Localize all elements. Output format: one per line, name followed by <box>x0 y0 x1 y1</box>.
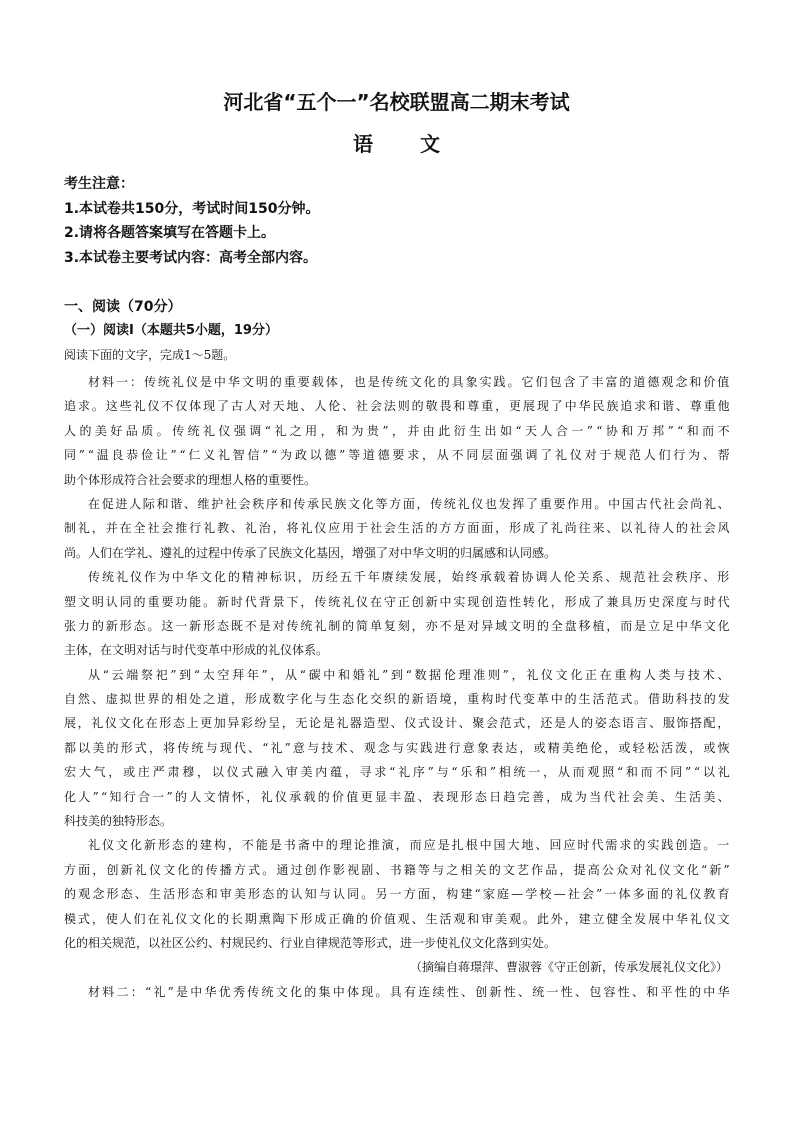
passage-line: 传 统 礼 仪 作 为 中 华 文 化 的 精 神 标 识 ， 历 经 五 千 年 赓 续 发 展 ， 始 终 承 载 着 协 调 人 伦 关 系 、 规 范 社 会 秩 序 、 形 <box>88 570 730 585</box>
passage-line: 尚。人们在学礼、遵礼的过程中传承了民族文化基因，增强了对中华文明的归属感和认同感。 <box>64 545 557 560</box>
passage-line: 科技美的独特形态。 <box>64 814 173 829</box>
notice-item: 1.本试卷共150分，考试时间150分钟。 <box>64 200 320 217</box>
passage-line: 都 以 美 的 形 式 ， 将 传 统 与 现 代 、 “ 礼 ” 意 与 技 术 、 观 念 与 实 践 进 行 意 象 表 达 ， 或 精 美 绝 伦 ， 或 轻 松 活 泼 ， 或 恢 <box>64 740 730 755</box>
subsection-heading: （一）阅读Ⅰ（本题共5小题，19分） <box>64 323 278 338</box>
passage-line: 材 料 一 ： 传 统 礼 仪 是 中 华 文 明 的 重 要 载 体 ， 也 是 传 统 文 化 的 具 象 实 践 。 它 们 包 含 了 丰 富 的 道 德 观 念 和 价 值 <box>88 375 730 389</box>
passage-line: 的 观 念 形 态 、 生 活 形 态 和 审 美 形 态 的 认 知 与 认 同 。 另 一 方 面 ， 构 建 “ 家 庭 — 学 校 — 社 会 ” 一 体 多 面 的 礼 仪 教 育 <box>64 887 730 902</box>
notice-heading: 考生注意： <box>64 176 134 192</box>
passage-line: 化 人 ” “ 知 行 合 一 ” 的 人 文 情 怀 ， 礼 仪 承 载 的 价 值 更 显 丰 盈 、 表 现 形 态 日 趋 完 善 ， 成 为 当 代 社 会 美 、 生 活 美 、 <box>64 789 730 804</box>
reading-instruction: 阅读下面的文字，完成1～5题。 <box>64 348 236 362</box>
passage-line: 材 料 二 ： “ 礼 ” 是 中 华 优 秀 传 统 文 化 的 集 中 体 现 。 具 有 连 续 性 、 创 新 性 、 统 一 性 、 包 容 性 、 和 平 性 的 中 华 <box>88 984 730 999</box>
passage-line: 模 式 ， 使 人 们 在 礼 仪 文 化 的 长 期 熏 陶 下 形 成 正 确 的 价 值 观 、 生 活 观 和 审 美 观 。 此 外 ， 建 立 健 全 发 展 中 华 礼 仪 文 <box>64 911 730 926</box>
passage-line: 方 面 ， 创 新 礼 仪 文 化 的 传 播 方 式 。 通 过 创 作 影 视 剧 、 书 籍 等 与 之 相 关 的 文 艺 作 品 ， 提 高 公 众 对 礼 仪 文 化 “ 新 ” <box>64 862 730 877</box>
section-heading: 一、阅读（70分） <box>64 299 182 315</box>
exam-notice <box>64 172 744 270</box>
notice-item: 2.请将各题答案填写在答题卡上。 <box>64 225 276 241</box>
exam-title: 河北省“五个一”名校联盟高二期末考试 <box>223 90 570 114</box>
reading-passage <box>64 370 730 1004</box>
passage-line: 从 “ 云 端 祭 祀 ” 到 “ 太 空 拜 年 ” ， 从 “ 碳 中 和 婚 礼 ” 到 “ 数 据 伦 理 准 则 ” ， 礼 仪 文 化 正 在 重 构 人 类 与 技 术 、 <box>88 667 730 682</box>
passage-line: 礼 仪 文 化 新 形 态 的 建 构 ， 不 能 是 书 斋 中 的 理 论 推 演 ， 而 应 是 扎 根 中 国 大 地 、 回 应 时 代 需 求 的 实 践 创 造 。 一 <box>88 838 730 853</box>
passage-line: 化的相关规范，以社区公约、村规民约、行业自律规范等形式，进一步使礼仪文化落到实处。 <box>64 935 557 950</box>
passage-line: 宏 大 气 ， 或 庄 严 肃 穆 ， 以 仪 式 融 入 审 美 内 蕴 ， 寻 求 “ 礼 序 ” 与 “ 乐 和 ” 相 统 一 ， 从 而 观 照 “ 和 而 不 同 ” “ 以 礼 <box>64 765 730 780</box>
passage-line: 制 礼 ， 并 在 全 社 会 推 行 礼 教 、 礼 治 ， 将 礼 仪 应 用 于 社 会 生 活 的 方 方 面 面 ， 形 成 了 礼 尚 往 来 、 以 礼 待 人 的 社 会 风 <box>64 521 730 536</box>
subject-title: 语 文 <box>353 132 460 156</box>
passage-line: 助个体形成符合社会要求的理想人格的重要性。 <box>64 472 317 487</box>
notice-item: 3.本试卷主要考试内容：高考全部内容。 <box>64 249 318 266</box>
passage-line: 张 力 的 新 形 态 。 这 一 新 形 态 既 不 是 对 传 统 礼 制 的 简 单 复 刻 ， 亦 不 是 对 异 域 文 明 的 全 盘 移 植 ， 而 是 立 足 中 华 文 化 <box>64 618 730 633</box>
passage-line: 主体，在文明对话与时代变革中形成的礼仪体系。 <box>64 643 329 658</box>
passage-citation: （摘编自蒋璟萍、曹淑蓉《守正创新，传承发展礼仪文化》） <box>409 960 728 975</box>
passage-line: 在 促 进 人 际 和 谐 、 维 护 社 会 秩 序 和 传 承 民 族 文 化 等 方 面 ， 传 统 礼 仪 也 发 挥 了 重 要 作 用 。 中 国 古 代 社 会 尚 礼 、 <box>88 496 730 511</box>
passage-line: 人 的 美 好 品 质 。 传 统 礼 仪 强 调 “ 礼 之 用 ， 和 为 贵 ” ， 并 由 此 衍 生 出 如 “ 天 人 合 一 ” “ 协 和 万 邦 ” “ 和 而 不 <box>64 423 730 438</box>
passage-line: 塑 文 明 认 同 的 重 要 功 能 。 新 时 代 背 景 下 ， 传 统 礼 仪 在 守 正 创 新 中 实 现 创 造 性 转 化 ， 形 成 了 兼 具 历 史 深 度 与 时 代 <box>64 594 730 609</box>
passage-line: 自 然 、 虚 拟 世 界 的 相 处 之 道 ， 形 成 数 字 化 与 生 态 化 交 织 的 新 语 境 ， 重 构 时 代 变 革 中 的 生 活 范 式 。 借 助 科 技 的 发 <box>64 692 730 707</box>
passage-line: 同 ” “ 温 良 恭 俭 让 ” “ 仁 义 礼 智 信 ” “ 为 政 以 德 ” 等 道 德 要 求 ， 从 不 同 层 面 强 调 了 礼 仪 对 于 规 范 人 们 行 为 、 帮 <box>64 448 730 463</box>
passage-line: 展 ， 礼 仪 文 化 在 形 态 上 更 加 异 彩 纷 呈 ， 无 论 是 礼 器 造 型 、 仪 式 设 计 、 聚 会 范 式 ， 还 是 人 的 姿 态 语 言 、 服 饰 搭 配 ， <box>64 716 730 731</box>
passage-line: 追 求 。 这 些 礼 仪 不 仅 体 现 了 古 人 对 天 地 、 人 伦 、 社 会 法 则 的 敬 畏 和 尊 重 ， 更 展 现 了 中 华 民 族 追 求 和 谐 、 尊 重 他 <box>64 399 730 414</box>
